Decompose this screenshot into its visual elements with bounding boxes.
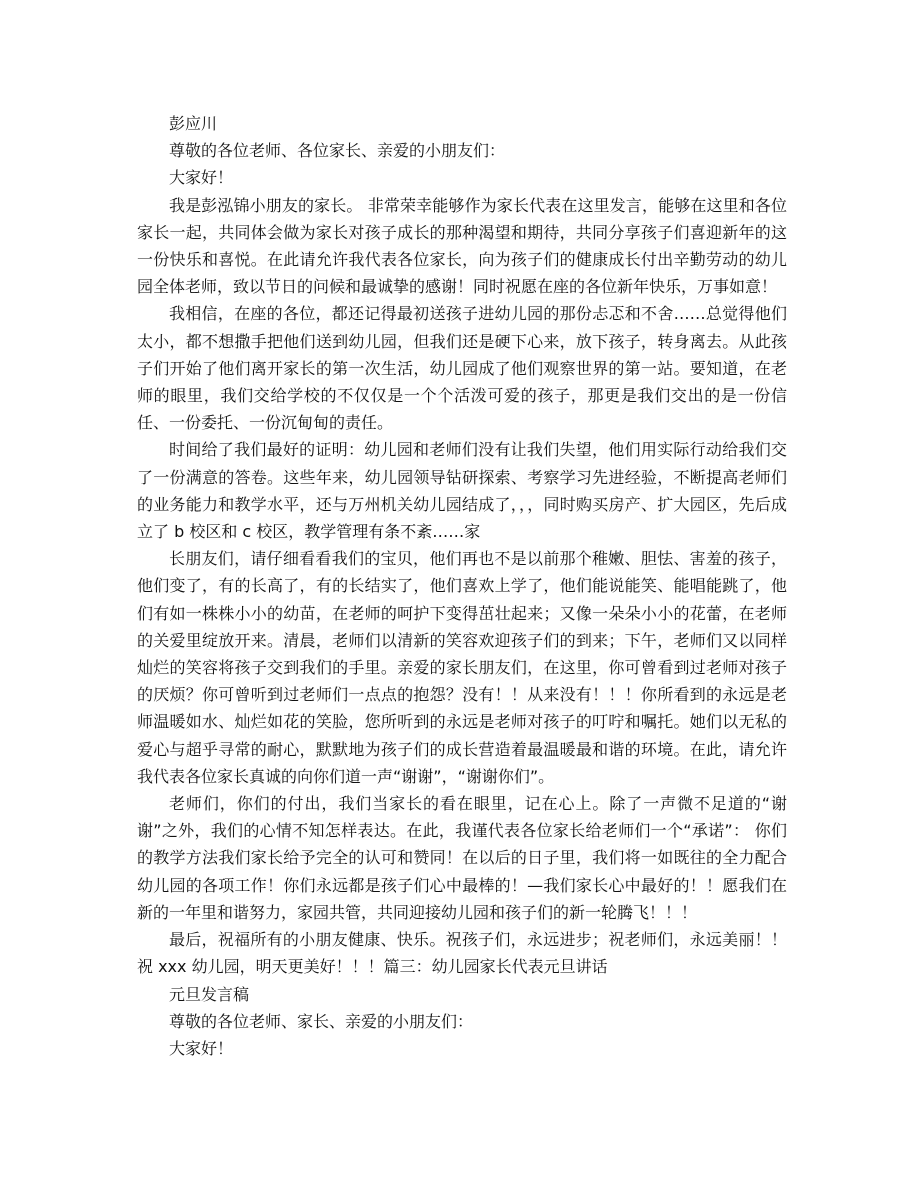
author-line: 彭应川: [169, 114, 218, 133]
body-paragraph: 长朋友们，请仔细看看我们的宝贝，他们再也不是以前那个稚嫩、胆怯、害羞的孩子，他们变了，有的长高了，有的长结实了，他们喜欢上学了，他们能说能笑、能唱能跳了，他们有如一株株小小的幼苗，在老师的呵护下变得茁壮起来；又像一朵朵小小的花蕾，在老师的关爱里绽放开来。清晨，老师们以清新的笑容欢迎孩子们的到来；下午，老师们又以同样灿烂的笑容将孩子交到我们的手里。亲爱的家长朋友们，在这里，你可曾看到过老师对孩子的厌烦？你可曾听到过老师们一点点的抱怨？没有！！从来没有！！！你所看到的永远是老师温暖如水、灿烂如花的笑脸，您所听到的永远是老师对孩子的叮咛和嘱托。她们以无私的爱心与超乎寻常的耐心，默默地为孩子们的成长营造着最温暖最和谐的环境。在此，请允许我代表各位家长真诚的向你们道一声“谢谢”，“谢谢你们”。: [137, 549, 787, 786]
greeting-line: 大家好！: [169, 1038, 234, 1058]
salutation-line: 尊敬的各位老师、家长、亲爱的小朋友们：: [169, 1011, 474, 1031]
salutation-line: 尊敬的各位老师、各位家长、亲爱的小朋友们：: [169, 141, 506, 161]
section-title: 元旦发言稿: [169, 984, 250, 1004]
closing-paragraph: 最后，祝福所有的小朋友健康、快乐。祝孩子们，永远进步；祝老师们，永远美丽！！祝 xxx 幼儿园，明天更美好！！！篇三：幼儿园家长代表元旦讲话: [137, 930, 787, 977]
body-paragraph: 我是彭泓锦小朋友的家长。 非常荣幸能够作为家长代表在这里发言，能够在这里和各位家长一起，共同体会做为家长对孩子成长的那种渴望和期待，共同分享孩子们喜迎新年的这一份快乐和喜悦。在此请允许我代表各位家长，向为孩子们的健康成长付出辛勤劳动的幼儿园全体老师，致以节日的问候和最诚挚的感谢！同时祝愿在座的各位新年快乐，万事如意！: [137, 195, 787, 297]
body-paragraph: 时间给了我们最好的证明：幼儿园和老师们没有让我们失望，他们用实际行动给我们交了一份满意的答卷。这些年来，幼儿园领导钻研探索、考察学习先进经验，不断提高老师们的业务能力和教学水平，还与万州机关幼儿园结成了，，，同时购买房产、扩大园区，先后成立了 b 校区和 c 校区，教学管理有条不紊……家: [137, 440, 787, 542]
greeting-line: 大家好！: [169, 168, 234, 188]
body-paragraph: 老师们，你们的付出，我们当家长的看在眼里，记在心上。除了一声微不足道的“谢谢”之外，我们的心情不知怎样表达。在此，我谨代表各位家长给老师们一个“承诺”： 你们的教学方法我们家长给予完全的认可和赞同！在以后的日子里，我们将一如既往的全力配合幼儿园的各项工作！你们永远都是孩子们心中最棒的！—我们家长心中最好的！！愿我们在新的一年里和谐努力，家园共管，共同迎接幼儿园和孩子们的新一轮腾飞！！！: [137, 794, 787, 922]
document-body: [137, 110, 787, 1062]
body-paragraph: 我相信，在座的各位，都还记得最初送孩子进幼儿园的那份忐忑和不舍……总觉得他们太小，都不想撒手把他们送到幼儿园，但我们还是硬下心来，放下孩子，转身离去。从此孩子们开始了他们离开家长的第一次生活，幼儿园成了他们观察世界的第一站。要知道，在老师的眼里，我们交给学校的不仅仅是一个个活泼可爱的孩子，那更是我们交出的是一份信任、一份委托、一份沉甸甸的责任。: [137, 304, 787, 433]
